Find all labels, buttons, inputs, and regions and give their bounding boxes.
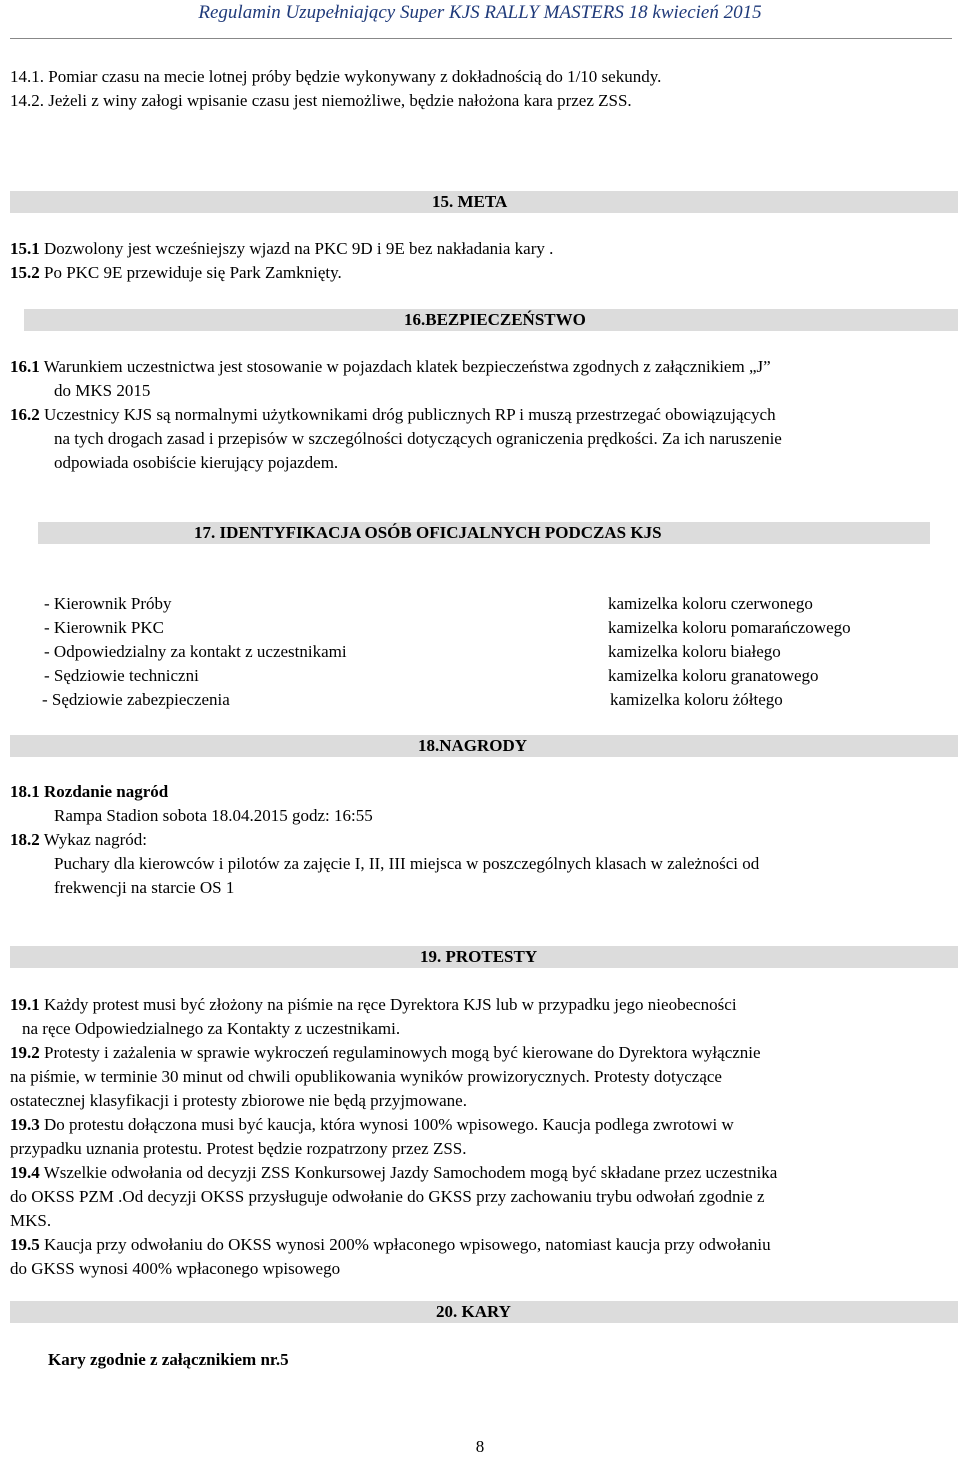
item-15-2-number: 15.2 xyxy=(10,263,40,282)
official-role: - Kierownik Próby xyxy=(44,594,172,613)
item-16-2-cont2: odpowiada osobiście kierujący pojazdem. xyxy=(54,453,339,472)
section-15-title: 15. META xyxy=(432,192,508,211)
item-14-2: 14.2. Jeżeli z winy załogi wpisanie czasu jest niemożliwe, będzie nałożona kara przez ZSS. xyxy=(10,91,632,110)
item-19-1 xyxy=(10,995,737,1015)
item-18-2 xyxy=(10,830,147,850)
page-number: 8 xyxy=(475,1437,485,1456)
item-18-2-number: 18.2 xyxy=(10,830,40,849)
item-14-1: 14.1. Pomiar czasu na mecie lotnej próby będzie wykonywany z dokładnością do 1/10 sekundy. xyxy=(10,67,662,86)
item-19-4 xyxy=(10,1163,777,1183)
item-19-3-number: 19.3 xyxy=(10,1115,40,1134)
item-19-4-cont1: do OKSS PZM .Od decyzji OKSS przysługuje odwołanie do GKSS przy zachowaniu trybu odwołań zgodnie z xyxy=(10,1187,765,1206)
official-vest: kamizelka koloru pomarańczowego xyxy=(608,618,851,637)
official-role: - Sędziowie techniczni xyxy=(44,666,199,685)
section-20-title: 20. KARY xyxy=(436,1302,511,1321)
page-header: Regulamin Uzupełniający Super KJS RALLY MASTERS 18 kwiecień 2015 xyxy=(198,2,762,23)
item-16-2-cont1: na tych drogach zasad i przepisów w szczególności dotyczących ograniczenia prędkości. Za ich naruszenie xyxy=(54,429,782,448)
section-18-title: 18.NAGRODY xyxy=(418,736,528,755)
section-17-title: 17. IDENTYFIKACJA OSÓB OFICJALNYCH PODCZAS KJS xyxy=(194,523,662,542)
item-19-1-number: 19.1 xyxy=(10,995,40,1014)
item-19-3 xyxy=(10,1115,734,1135)
section-19-title: 19. PROTESTY xyxy=(420,947,538,966)
item-19-5-text: Kaucja przy odwołaniu do OKSS wynosi 200% wpłaconego wpisowego, natomiast kaucja przy odwołaniu xyxy=(39,1235,771,1254)
item-19-2-number: 19.2 xyxy=(10,1043,40,1062)
item-15-1-number: 15.1 xyxy=(10,239,40,258)
item-19-4-number: 19.4 xyxy=(10,1163,40,1182)
official-vest: kamizelka koloru żółtego xyxy=(610,690,783,709)
official-role: - Kierownik PKC xyxy=(44,618,164,637)
item-15-1-text: Dozwolony jest wcześniejszy wjazd na PKC 9D i 9E bez nakładania kary . xyxy=(39,239,554,258)
item-18-2-cont1: Puchary dla kierowców i pilotów za zajęcie I, II, III miejsca w poszczególnych klasach w zależności od xyxy=(54,854,760,873)
item-19-3-cont: przypadku uznania protestu. Protest będzie rozpatrzony przez ZSS. xyxy=(10,1139,467,1158)
item-19-5-cont: do GKSS wynosi 400% wpłaconego wpisowego xyxy=(10,1259,341,1278)
official-vest: kamizelka koloru granatowego xyxy=(608,666,819,685)
official-vest: kamizelka koloru czerwonego xyxy=(608,594,813,613)
item-19-5-number: 19.5 xyxy=(10,1235,40,1254)
item-16-1-text: Warunkiem uczestnictwa jest stosowanie w pojazdach klatek bezpieczeństwa zgodnych z załącznikiem „J” xyxy=(39,357,771,376)
item-19-1-text: Każdy protest musi być złożony na piśmie na ręce Dyrektora KJS lub w przypadku jego nieobecności xyxy=(39,995,737,1014)
item-19-2 xyxy=(10,1043,761,1063)
official-role: - Sędziowie zabezpieczenia xyxy=(42,690,230,709)
item-15-2 xyxy=(10,263,342,283)
item-19-2-cont1: na piśmie, w terminie 30 minut od chwili opublikowania wyników prowizorycznych. Protesty dotyczące xyxy=(10,1067,722,1086)
item-18-1: 18.1 Rozdanie nagród xyxy=(10,782,169,801)
item-16-1-cont: do MKS 2015 xyxy=(54,381,151,400)
item-19-1-cont: na ręce Odpowiedzialnego za Kontakty z uczestnikami. xyxy=(22,1019,401,1038)
item-18-1-detail: Rampa Stadion sobota 18.04.2015 godz: 16:55 xyxy=(54,806,373,825)
official-role: - Odpowiedzialny za kontakt z uczestnikami xyxy=(44,642,347,661)
official-vest: kamizelka koloru białego xyxy=(608,642,781,661)
item-16-2-text: Uczestnicy KJS są normalnymi użytkownikami dróg publicznych RP i muszą przestrzegać obowiązujących xyxy=(39,405,776,424)
item-15-2-text: Po PKC 9E przewiduje się Park Zamknięty. xyxy=(39,263,342,282)
item-16-1 xyxy=(10,357,771,377)
section-16-title: 16.BEZPIECZEŃSTWO xyxy=(404,310,586,329)
item-20-1: Kary zgodnie z załącznikiem nr.5 xyxy=(48,1350,289,1369)
item-16-2 xyxy=(10,405,776,425)
item-18-2-cont2: frekwencji na starcie OS 1 xyxy=(54,878,235,897)
header-divider xyxy=(10,38,952,39)
item-19-2-cont2: ostatecznej klasyfikacji i protesty zbiorowe nie będą przyjmowane. xyxy=(10,1091,467,1110)
item-19-4-cont2: MKS. xyxy=(10,1211,52,1230)
item-19-4-text: Wszelkie odwołania od decyzji ZSS Konkursowej Jazdy Samochodem mogą być składane przez uczestnika xyxy=(39,1163,778,1182)
item-18-2-text: Wykaz nagród: xyxy=(39,830,147,849)
item-15-1 xyxy=(10,239,553,259)
item-16-1-number: 16.1 xyxy=(10,357,40,376)
item-16-2-number: 16.2 xyxy=(10,405,40,424)
item-19-2-text: Protesty i zażalenia w sprawie wykroczeń regulaminowych mogą być kierowane do Dyrektora wyłącznie xyxy=(39,1043,761,1062)
item-19-5 xyxy=(10,1235,771,1255)
item-19-3-text: Do protestu dołączona musi być kaucja, która wynosi 100% wpisowego. Kaucja podlega zwrotowi w xyxy=(39,1115,734,1134)
